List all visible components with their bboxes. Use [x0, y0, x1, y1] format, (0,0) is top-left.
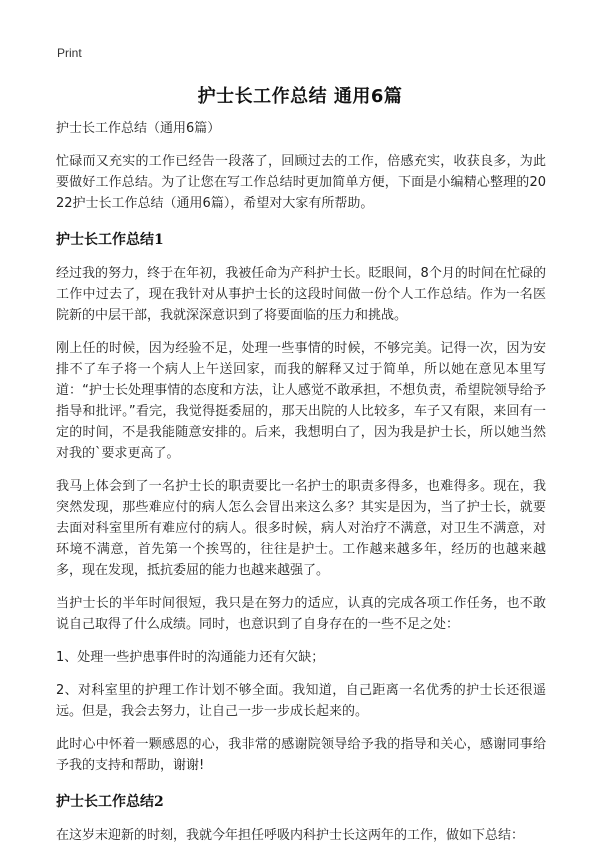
document-subtitle: 护士长工作总结（通用6篇） — [56, 121, 221, 136]
section-heading-2: 护士长工作总结2 — [56, 794, 164, 810]
section1-paragraph: 我马上体会到了一名护士长的职责要比一名护士的职责多得多，也难得多。现在，我突然发现，那些难应付的病人怎么会冒出来这么多？其实是因为，当了护士长，就要去面对科室里所有难应付的病人。很多时候，病人对治疗不满意，对卫生不满意，对环境不满意，首先第一个挨骂的，往往是护士。工作越来越多年，经历的也越来越多，现在发现，抵抗委屈的能力也越来越强了。 — [56, 479, 546, 578]
section2-paragraph: 在这岁末迎新的时刻，我就今年担任呼吸内科护士长这两年的工作，做如下总结： — [56, 828, 525, 843]
section1-list-item: 2、对科室里的护理工作计划不够全面。我知道，自己距离一名优秀的护士长还很遥远。但是，我会去努力，让自己一步一步成长起来的。 — [56, 683, 546, 719]
intro-paragraph: 忙碌而又充实的工作已经告一段落了，回顾过去的工作，倍感充实，收获良多，为此要做好工作总结。为了让您在写工作总结时更加简单方便，下面是小编精心整理的2022护士长工作总结（通用6篇），希望对大家有所帮助。 — [56, 154, 546, 211]
section1-paragraph: 刚上任的时候，因为经验不足，处理一些事情的时候，不够完美。记得一次，因为安排不了车子将一个病人上午送回家，而我的解释又过于简单，所以她在意见本里写道：“护士长处理事情的态度和方法，让人感觉不敢承担，不想负责，希望院领导给予指导和批评。”看完，我觉得挺委屈的，那天出院的人比较多，车子又有限，来回有一定的时间，不是我能随意安排的。后来，我想明白了，因为我是护士长，所以她当然对我的`要求更高了。 — [56, 341, 546, 461]
print-label: Print — [57, 46, 82, 60]
section1-paragraph: 当护士长的半年时间很短，我只是在努力的适应，认真的完成各项工作任务，也不敢说自己取得了什么成绩。同时，也意识到了自身存在的一些不足之处： — [56, 596, 546, 632]
document-title: 护士长工作总结 通用6篇 — [197, 86, 403, 107]
document-content — [56, 118, 546, 858]
section1-list-item: 1、处理一些护患事件时的沟通能力还有欠缺； — [56, 650, 325, 665]
section1-paragraph: 经过我的努力，终于在年初，我被任命为产科护士长。眨眼间，8个月的时间在忙碌的工作中过去了，现在我针对从事护士长的这段时间做一份个人工作总结。作为一名医院新的中层干部，我就深深意识到了将要面临的压力和挑战。 — [56, 266, 546, 323]
section-heading-1: 护士长工作总结1 — [56, 232, 164, 248]
section1-paragraph: 此时心中怀着一颗感恩的心，我非常的感谢院领导给予我的指导和关心，感谢同事给予我的支持和帮助，谢谢! — [56, 737, 546, 773]
